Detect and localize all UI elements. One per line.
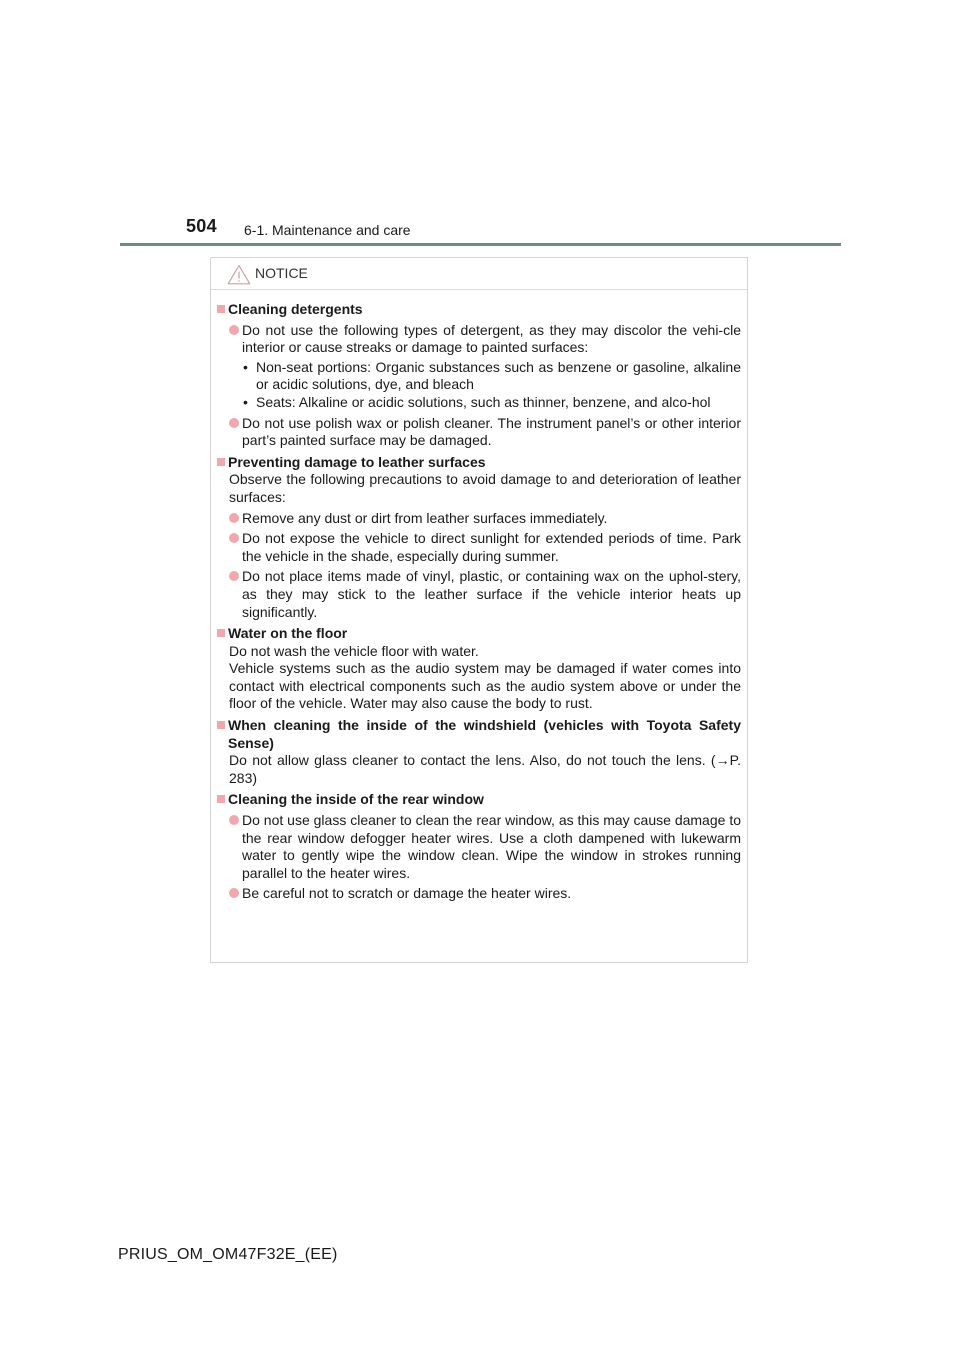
- list-item: Be careful not to scratch or damage the heater wires.: [217, 885, 741, 903]
- paragraph: Do not wash the vehicle floor with water.: [229, 642, 479, 659]
- notice-title: NOTICE: [255, 265, 308, 281]
- circle-bullet-icon: [229, 533, 239, 543]
- paragraph: Do not allow glass cleaner to contact the lens. Also, do not touch the lens. (→P. 283): [229, 752, 741, 786]
- section-title: 6-1. Maintenance and care: [244, 222, 411, 238]
- circle-bullet-icon: [229, 888, 239, 898]
- header-rule: [120, 243, 841, 246]
- section-heading: Water on the floor: [217, 625, 741, 643]
- section-heading: Preventing damage to leather surfaces: [217, 454, 741, 472]
- notice-box: [210, 257, 748, 963]
- sub-list-item: • Non-seat portions: Organic substances such as benzene or gasoline, alkaline or acidic solutions, dye, and bleach: [243, 358, 741, 393]
- sub-bullet-mark: •: [243, 393, 248, 410]
- section-heading: When cleaning the inside of the windshield (vehicles with Toyota Safety Sense): [217, 717, 741, 752]
- circle-bullet-icon: [229, 571, 239, 581]
- list-item: Do not place items made of vinyl, plastic, or containing wax on the uphol-stery, as they may stick to the leather surface if the vehicle interior heats up significantly.: [217, 568, 741, 621]
- notice-body: [211, 290, 747, 903]
- circle-bullet-icon: [229, 513, 239, 523]
- page-number: 504: [186, 216, 217, 236]
- paragraph: Vehicle systems such as the audio system may be damaged if water comes into contact with electrical components such as the audio system above or under the floor of the vehicle. Water may also cause the body to rust.: [229, 660, 741, 712]
- notice-header: [211, 258, 747, 290]
- section-heading: Cleaning detergents: [217, 301, 741, 319]
- circle-bullet-icon: [229, 815, 239, 825]
- list-item: Do not expose the vehicle to direct sunlight for extended periods of time. Park the vehicle in the shade, especially during summer.: [217, 530, 741, 565]
- list-item: Do not use glass cleaner to clean the rear window, as this may cause damage to the rear window defogger heater wires. Use a cloth dampened with lukewarm water to gently wipe the window clean. Wipe the window in strokes running parallel to the heater wires.: [217, 812, 741, 882]
- paragraph: Observe the following precautions to avoid damage to and deterioration of leather surfaces:: [229, 471, 741, 505]
- document-code: PRIUS_OM_OM47F32E_(EE): [118, 1246, 338, 1263]
- square-bullet-icon: [217, 305, 225, 313]
- circle-bullet-icon: [229, 325, 239, 335]
- list-item: Do not use the following types of detergent, as they may discolor the vehi-cle interior or cause streaks or damage to painted surfaces:: [217, 322, 741, 357]
- warning-triangle-icon: [227, 264, 251, 285]
- sub-bullet-mark: •: [243, 358, 248, 375]
- square-bullet-icon: [217, 458, 225, 466]
- list-item: Do not use polish wax or polish cleaner. The instrument panel’s or other interior part’s painted surface may be damaged.: [217, 415, 741, 450]
- square-bullet-icon: [217, 721, 225, 729]
- square-bullet-icon: [217, 795, 225, 803]
- list-item: Remove any dust or dirt from leather surfaces immediately.: [217, 510, 741, 528]
- sub-list-item: • Seats: Alkaline or acidic solutions, such as thinner, benzene, and alco-hol: [243, 393, 711, 410]
- section-heading: Cleaning the inside of the rear window: [217, 791, 741, 809]
- circle-bullet-icon: [229, 418, 239, 428]
- square-bullet-icon: [217, 629, 225, 637]
